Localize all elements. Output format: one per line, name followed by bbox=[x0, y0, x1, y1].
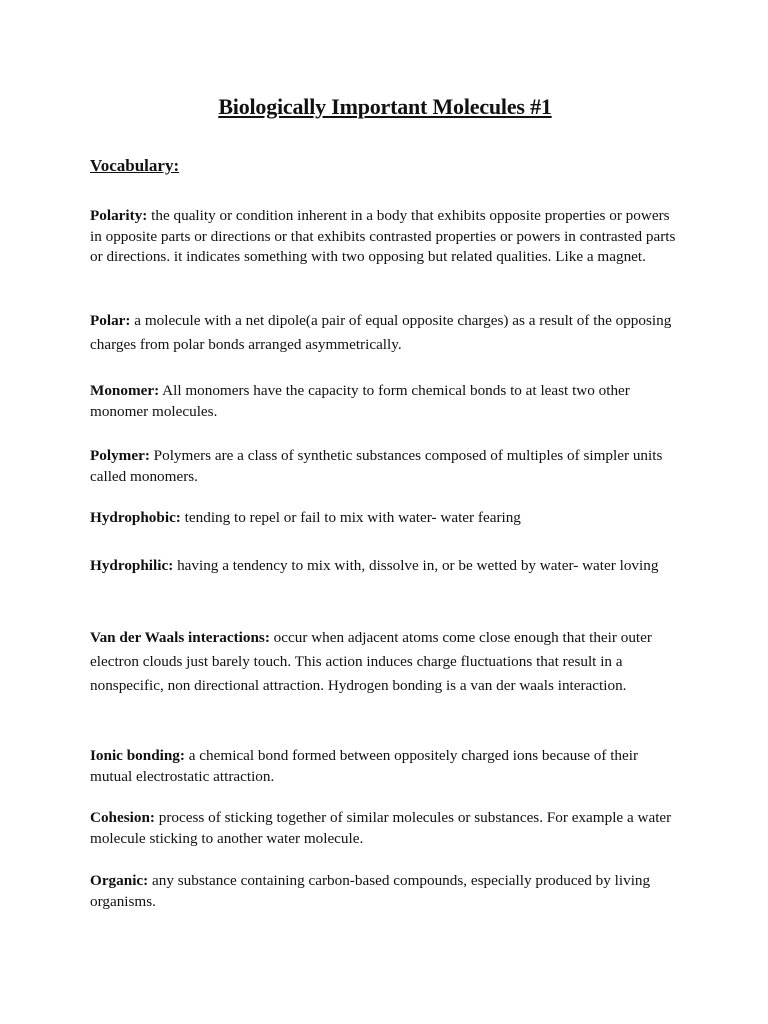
vocab-entry-polar bbox=[90, 309, 680, 357]
vocab-definition: tending to repel or fail to mix with water- water fearing bbox=[180, 509, 521, 526]
section-heading-vocabulary: Vocabulary: bbox=[90, 156, 180, 175]
vocab-term: Organic: bbox=[90, 872, 149, 889]
vocab-entry-van-der-waals bbox=[90, 626, 680, 698]
vocab-definition: any substance containing carbon-based compounds, especially produced by living organisms. bbox=[90, 872, 651, 910]
vocab-term: Polar: bbox=[90, 312, 131, 329]
vocab-term: Monomer: bbox=[90, 382, 160, 399]
vocab-definition: Polymers are a class of synthetic substances composed of multiples of simpler units called monomers. bbox=[90, 447, 663, 485]
vocab-term: Polarity: bbox=[90, 207, 148, 224]
vocab-definition: having a tendency to mix with, dissolve in, or be wetted by water- water loving bbox=[173, 557, 659, 574]
vocab-entry-monomer bbox=[90, 381, 680, 422]
vocab-entry-organic bbox=[90, 871, 680, 912]
vocab-definition: the quality or condition inherent in a body that exhibits opposite properties or powers in opposite parts or directions or that exhibits contrasted properties or powers in contrasted parts or directions. it indicates something with two opposing but related qualities. Like a magnet. bbox=[90, 207, 676, 265]
vocab-definition: occur when adjacent atoms come close enough that their outer electron clouds just barely touch. This action induces charge fluctuations that result in a nonspecific, non directional attraction. Hydrogen bonding is a van der waals interaction. bbox=[90, 629, 652, 694]
vocab-term: Hydrophobic: bbox=[90, 509, 181, 526]
vocab-term: Van der Waals interactions: bbox=[90, 629, 270, 646]
vocab-definition: All monomers have the capacity to form chemical bonds to at least two other monomer molecules. bbox=[90, 382, 630, 420]
vocab-definition: a molecule with a net dipole(a pair of equal opposite charges) as a result of the opposing charges from polar bonds arranged asymmetrically. bbox=[90, 312, 672, 353]
vocab-entry-ionic-bonding bbox=[90, 746, 680, 787]
document-title: Biologically Important Molecules #1 bbox=[218, 94, 552, 119]
vocab-entry-hydrophobic bbox=[90, 508, 680, 529]
vocab-definition: a chemical bond formed between oppositely charged ions because of their mutual electrostatic attraction. bbox=[90, 747, 639, 785]
vocab-entry-hydrophilic bbox=[90, 554, 680, 578]
vocab-term: Hydrophilic: bbox=[90, 557, 174, 574]
vocab-term: Cohesion: bbox=[90, 809, 155, 826]
vocab-entry-cohesion bbox=[90, 808, 680, 849]
vocab-entry-polarity bbox=[90, 206, 680, 268]
vocab-term: Ionic bonding: bbox=[90, 747, 185, 764]
vocab-term: Polymer: bbox=[90, 447, 150, 464]
vocab-entry-polymer bbox=[90, 446, 680, 487]
vocab-definition: process of sticking together of similar molecules or substances. For example a water molecule sticking to another water molecule. bbox=[90, 809, 672, 847]
